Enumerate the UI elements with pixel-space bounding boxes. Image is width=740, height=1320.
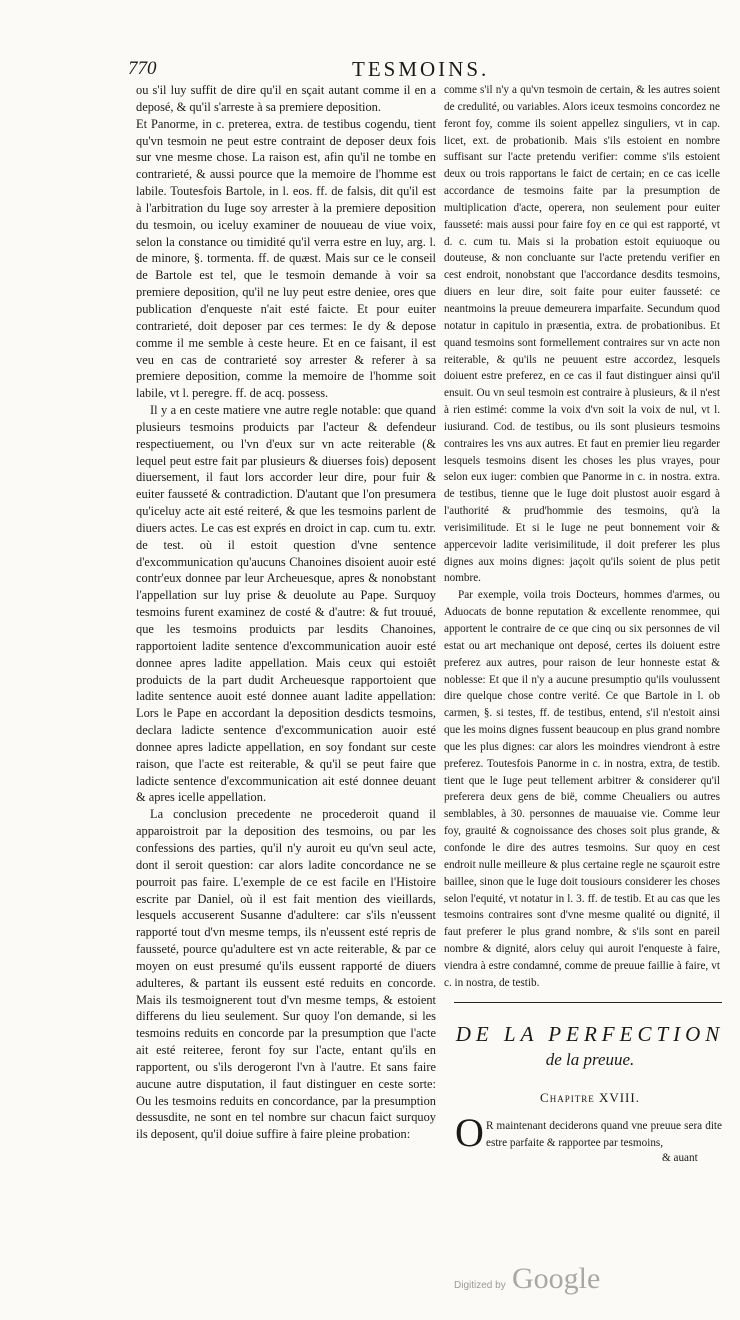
paragraph: Par exemple, voila trois Docteurs, hommes d'armes, ou Aduocats de bonne reputation & excellente renommee, qui apportent le contraire de ce que cinq ou six personnes de vil estat ou art mechanique ont deposé, certes ils doiuent estre preferez aux autres, pour raison de leur honneste estat & noblesse: Et que il n'y a aucune presumptio qu'ils voulussent dire quelque chose contre verité. Ce que Bartole in l. ob carmen, §. si testes, ff. de testibus, entend, s'il n'estoit ainsi que les moins dignes fussent beaucoup en plus grand nombre que les plus dignes: car alors les moindres viendront à estre preferez. Toutesfois Panorme in c. in nostra, extra, de testib. tient que le Iuge peut tellement arbitrer & considerer qu'il preferera deux gens de bië, comme Cheualiers ou autres semblables, à 30. personnes de mauuaise vie. Comme leur foy, grauité & cognoissance des choses soit plus grande, & confonde le dire des autres tesmoins. Sur quoy en cest endroit nulle meilleure & plus certaine regle ne sçauroit estre baillee, sinon que le Iuge doit tousiours considerer les choses selon l'equité, vt notatur in l. 3. ff. de testib. Et au cas que les tesmoins contraires sont d'vne mesme qualité ou dignité, il faut preferer le plus grand nombre, & s'ils sont en pareil nombre & dignité, alors celuy qui auroit l'enqueste à faire, viendra à estre condamné, comme de preuue faillie à faire, vt c. in nostra, de testib. xyxy=(444,589,720,989)
page-number: 770 xyxy=(128,58,157,79)
drop-cap: O xyxy=(455,1110,484,1155)
section-subtitle: de la preuue. xyxy=(545,1050,635,1069)
digitized-label: Digitized by xyxy=(454,1280,506,1291)
paragraph: Il y a en ceste matiere vne autre regle notable: que quand plusieurs tesmoins produicts par l'acteur & defendeur respectiuement, ou l'vn d'eux sur vn acte reiterable (& lequel peut estre fait par plusieurs & diuerses fois) deposent diuersement, il faut lors accorder leur dire, pour fuir & euiter fausseté & contradiction. D'autant que l'on presumera qu'iceluy acte ait esté reiteré, & que les tesmoins parlent de diuers actes. Le cas est exprés en droict in cap. cum tu. extr. de test. où il estoit question d'vne sentence d'excommunication qu'aucuns Chanoines disoient auoir esté contr'eux donnee par leur Archeuesque, apres & nonobstant l'appellation sur luy prise & deuolute au Pape. Surquoy tesmoins furent examinez de costé & d'autre: & fut trouué, que les tesmoins produicts par lesdits Chanoines, rapportoient ladite sentence d'excommunication auoir esté donnee apres ladite appellation. Mais ceux qui estoiêt produicts de la part dudit Archeuesque rapportoient que ladite sentence auoit esté donnee auant ladite appellation: Lors le Pape en accordant la deposition desdicts tesmoins, declara ladicte sentence d'excommunication auoir esté donnee apres ladicte appellation, en soy fondant sur ceste raison, que l'acte est reiterable, & qu'il se peut faire que ladicte sentence d'excommunication ait esté donnee deuant & apres icelle appellation. xyxy=(136,403,436,805)
section-divider xyxy=(454,1002,722,1003)
chapter-heading: Chapitre XVIII. xyxy=(540,1090,640,1105)
paragraph: La conclusion precedente ne procederoit quand il apparoistroit par la deposition des tesmoins, ou par les confessions des parties, qu'il n'y auroit eu qu'vn seul acte, dont il seroit question: car alors ladite concordance ne se pourroit pas faire. L'exemple de ce est facile en l'Histoire escrite par Daniel, où il est fait mention des vieillards, lesquels accuserent Susanne d'adultere: car s'ils n'eussent rapporté tout d'vn mesme temps, ils n'eussent esté repris de fausseté, pource qu'adultere est vn acte reiterable, & par ce moyen on eust presumé qu'ils eussent rapporté de diuers adulteres, & partant ils eussent esté reduits en concorde. Mais ils tesmoignerent tout d'vn mesme temps, & estoient differens du lieu seulement. Sur quoy l'on demande, si les tesmoins reduits en concorde par la presumption que l'acte ait esté reiteree, feront foy sur l'acte, entant qu'ils en rapportent, ou s'ils derogeront l'vn à l'autre. Et sans faire aucune autre disputation, il faut distinguer en ceste sorte: Ou les tesmoins reduits en concordance, par la presumption dessusdite, ne sont en tel nombre sur chacun faict surquoy ils deposent, qu'il doiue suffire à faire pleine probation: xyxy=(136,807,436,1142)
section-title: DE LA PERFECTION xyxy=(455,1022,725,1046)
right-column xyxy=(444,82,720,992)
chapter-text: R maintenant deciderons quand vne preuue sera dite estre parfaite & rapportee par tesmoins, xyxy=(486,1120,722,1149)
catchword: & auant xyxy=(662,1152,698,1164)
running-title: TESMOINS. xyxy=(352,57,490,81)
left-column xyxy=(136,82,436,1143)
paragraph: ou s'il luy suffit de dire qu'il en sçait autant comme il en a deposé, & qu'il s'arreste à sa premiere deposition. xyxy=(136,83,436,114)
paragraph: Et Panorme, in c. preterea, extra. de testibus cogendu, tient qu'vn tesmoin ne peut estre contraint de deposer deux fois sur vne mesme chose. La raison est, afin qu'il ne tombe en contrarieté, & aussi pource que la memoire de l'homme est labile. Toutesfois Bartole, in l. eos. ff. de falsis, dit qu'il est à l'arbitration du Iuge soy arrester à la premiere deposition du tesmoin, ou iceluy examiner de nouueau de viue voix, selon la constance ou timidité qu'il verra estre en luy, arg. l. de minore, §. tormenta. ff. de quæst. Mais sur ce le conseil de Bartole est tel, que le tesmoin demande à voir sa premiere deposition, qu'il ne luy peut estre deniee, ores que publication d'enqueste n'ait esté faicte. Et pour euiter contrarieté, doit deposer par ces termes: Ie dy & depose comme il me semble à ceste heure. Et en ce faisant, il est veu en cas de contrarieté soy arrester & referer à sa premiere deposition, comme la memoire de l'homme soit labile, vt l. peregre. ff. de acq. possess. xyxy=(136,116,436,401)
paragraph: comme s'il n'y a qu'vn tesmoin de certain, & les autres soient de credulité, ou variables. Alors iceux tesmoins concordez ne feront foy, comme ils soient appellez singuliers, vt in cap. licet, ext. de probationib. Mais s'ils estoient en nombre suffisant sur l'acte pretendu verifier: comme s'ils estoient deux ou trois rapportans le faict de certain; en ce cas icelle accordance de tesmoins faite par la presumption de multiplication d'acte, operera, non seulement pour euiter fausseté: mais aussi pour faire foy en ce qui est rapporté, vt d. c. cum tu. Mais si la probation estoit equiuoque ou douteuse, & non concluante sur l'acte pretendu verifier en cest endroit, nonobstant que l'accordance desdits tesmoins, diuers en leur dire, soit faite pour euiter fausseté: ce neantmoins la preuue demeurera imparfaite. Secundum quod notatur in capitulo in præsentia, extra. de probationibus. Et quand tesmoins sont formellement contraires sur vn acte non reiterable, & qu'ils ne peuuent estre accordez, lesquels doiuent estre preferez, en ce cas il faut distinguer ainsi qu'il ensuit. Ou vn seul tesmoin est contraire à plusieurs, & il n'est à rien estimé: comme la voix d'vn soit la voix de nul, vt l. iusiurand. Cod. de testibus, ou ils sont plusieurs tesmoins contraires les vns aux autres. Et faut en premier lieu regarder lesquels tesmoins disent les choses les plus vrayes, pour selon eux iuger: combien que Panorme in c. in nostra. extra. de testibus, tienne que le Iuge doit plustost auoir esgard à l'authorité & prud'hommie des tesmoins, qu'à la verisimilitude. Et si le Iuge ne peut bonnement voir & appercevoir ladite verisimilitude, il doit preferer les plus dignes aux moins dignes: jaçoit qu'ils soient de plus petit nombre. xyxy=(444,84,720,585)
google-watermark-logo: Google xyxy=(512,1262,601,1295)
